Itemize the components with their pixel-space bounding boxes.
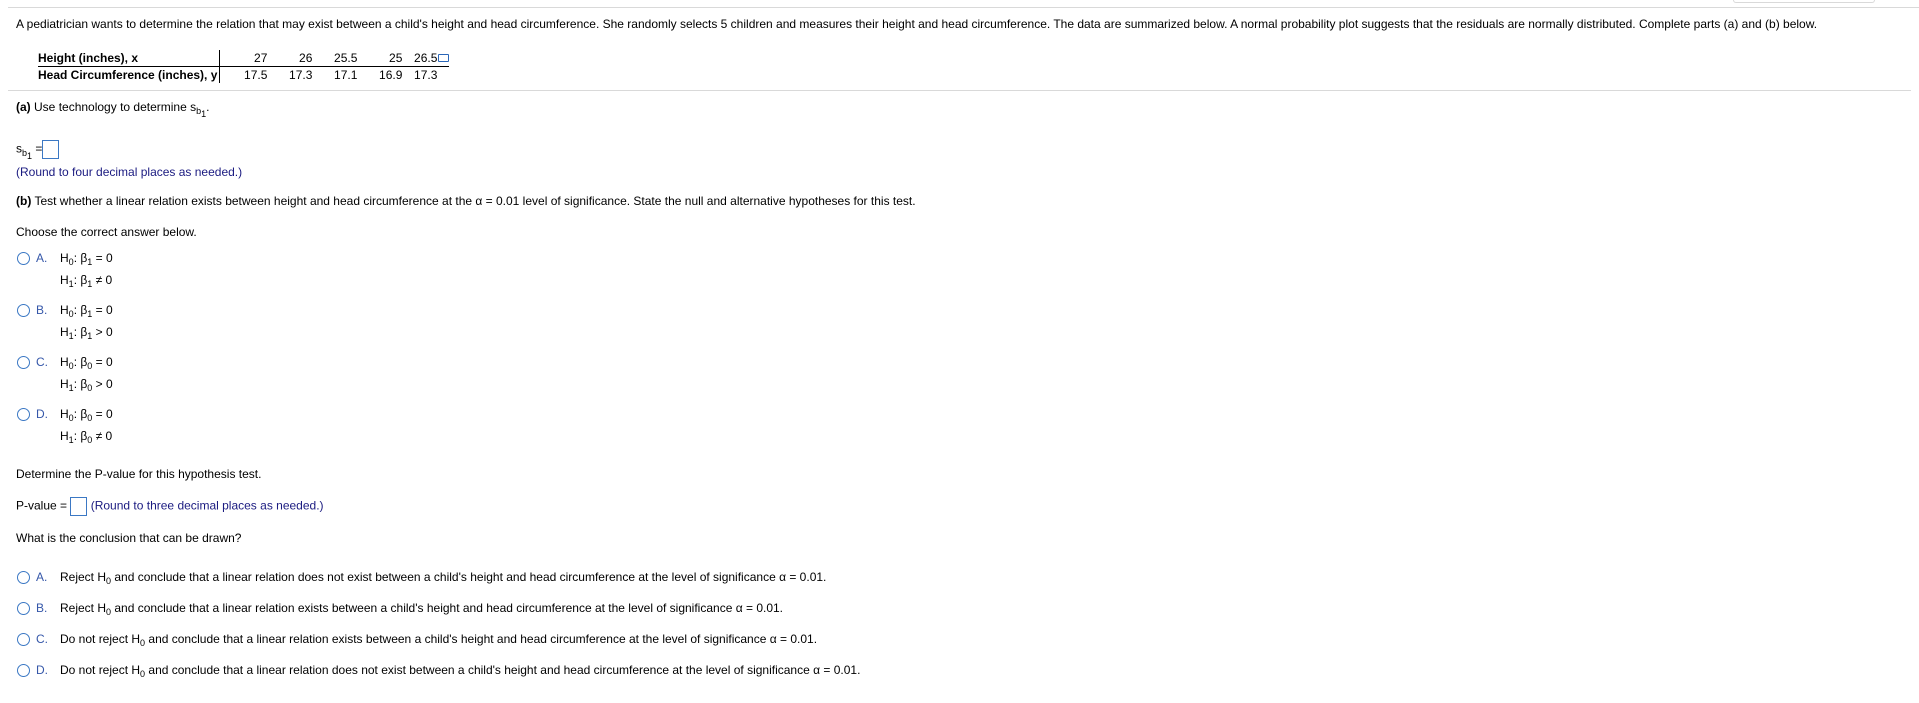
relation: ≠ 0 <box>95 429 113 443</box>
sub-1: 1 <box>27 150 33 161</box>
radio-button[interactable] <box>17 633 30 646</box>
sub-0: 0 <box>106 576 112 586</box>
copy-data-icon[interactable] <box>438 54 449 62</box>
conclusion-pre: Do not reject H <box>60 632 141 646</box>
table-row-header-x: Height (inches), x <box>38 50 220 67</box>
radio-button[interactable] <box>17 304 30 317</box>
relation: = 0 <box>95 251 113 265</box>
null-hypothesis: $H_0$: $\beta_1 = 0$ <box>60 251 113 267</box>
conclusion-text <box>60 663 860 677</box>
table-cell <box>402 50 449 67</box>
top-divider <box>8 7 1919 8</box>
pvalue-prompt: Determine the P-value for this hypothesis test. <box>16 467 262 481</box>
alt-hypothesis: $H_1$: $\beta_0 \ne 0$ <box>60 429 113 445</box>
relation: > 0 <box>95 325 113 339</box>
beta-sub: 0 <box>87 361 93 371</box>
table-cell: 17.1 <box>334 68 358 82</box>
sub-0: 0 <box>140 669 146 679</box>
radio-button[interactable] <box>17 571 30 584</box>
conclusion-text <box>60 632 817 646</box>
conclusion-text <box>60 601 783 615</box>
beta-sub: 0 <box>87 413 93 423</box>
conclusion-post: and conclude that a linear relation exists between a child's height and head circumference at the level of significance α = 0.01. <box>111 601 784 615</box>
option-letter: D. <box>36 663 48 677</box>
beta-sub: 1 <box>87 331 93 341</box>
top-tab-edge <box>1733 0 1875 3</box>
option-letter: B. <box>36 303 48 317</box>
data-table <box>38 50 449 83</box>
beta: β <box>80 355 88 369</box>
radio-button[interactable] <box>17 602 30 615</box>
part-a-label: (a) <box>16 100 31 114</box>
part-b-question <box>16 194 916 208</box>
part-a-text: Use technology to determine s <box>34 100 197 114</box>
table-cell-value: 26.5 <box>414 51 438 65</box>
option-letter: A. <box>36 570 48 584</box>
beta: β <box>80 251 88 265</box>
beta: β <box>80 325 88 339</box>
relation: = 0 <box>95 355 113 369</box>
table-cell <box>402 67 449 84</box>
alt-hypothesis: $H_1$: $\beta_0 > 0$ <box>60 377 113 393</box>
beta: β <box>80 273 88 287</box>
beta-sub: 1 <box>87 309 93 319</box>
option-letter: C. <box>36 355 48 369</box>
null-hypothesis: $H_0$: $\beta_0 = 0$ <box>60 407 113 423</box>
sub-0: 0 <box>140 638 146 648</box>
alt-hypothesis: $H_1$: $\beta_1 > 0$ <box>60 325 113 341</box>
radio-button[interactable] <box>17 252 30 265</box>
sub-b: b <box>196 106 202 116</box>
beta: β <box>80 377 88 391</box>
conclusion-post: and conclude that a linear relation does not exist between a child's height and head circumference at the level of significance α = 0.01. <box>111 570 827 584</box>
table-row <box>38 67 449 84</box>
part-a-question <box>16 100 210 119</box>
sub-0: 0 <box>106 607 112 617</box>
null-hypothesis: $H_0$: $\beta_1 = 0$ <box>60 303 113 319</box>
choose-prompt: Choose the correct answer below. <box>16 225 197 239</box>
conclusion-post: and conclude that a linear relation exists between a child's height and head circumference at the level of significance α = 0.01. <box>145 632 818 646</box>
table-cell: 25 <box>357 50 402 67</box>
pvalue-rounding-hint: (Round to three decimal places as needed.) <box>90 498 324 513</box>
table-cell-value: 17.3 <box>414 68 438 82</box>
alt-hypothesis: $H_1$: $\beta_1 \ne 0$ <box>60 273 113 289</box>
relation: ≠ 0 <box>95 273 113 287</box>
radio-button[interactable] <box>17 356 30 369</box>
equals-sign: = <box>35 141 43 156</box>
option-letter: D. <box>36 407 48 421</box>
beta: β <box>80 407 88 421</box>
table-cell: 16.9 <box>379 68 403 82</box>
pvalue-answer-input[interactable] <box>70 497 87 516</box>
table-cell: 27 <box>220 50 268 67</box>
relation: = 0 <box>95 407 113 421</box>
sb1-label: s <box>16 141 22 156</box>
radio-button[interactable] <box>17 408 30 421</box>
conclusion-pre: Do not reject H <box>60 663 141 677</box>
sub-1: 1 <box>201 109 207 119</box>
beta-sub: 1 <box>87 257 93 267</box>
table-row-header-y: Head Circumference (inches), y <box>38 68 218 82</box>
beta-sub: 0 <box>87 383 93 393</box>
conclusion-pre: Reject H <box>60 570 107 584</box>
table-cell: 17.3 <box>289 68 313 82</box>
relation: = 0 <box>95 303 113 317</box>
beta-sub: 0 <box>87 435 93 445</box>
option-letter: A. <box>36 251 48 265</box>
pvalue-label: P-value = <box>16 498 68 513</box>
sub-b: b <box>22 147 28 158</box>
conclusion-prompt: What is the conclusion that can be drawn? <box>16 531 242 545</box>
part-b-label: (b) <box>16 194 32 208</box>
section-divider <box>8 90 1911 91</box>
conclusion-pre: Reject H <box>60 601 107 615</box>
part-b-text: Test whether a linear relation exists between height and head circumference at the α = 0.01 level of significance. State the null and alternative hypotheses for this test. <box>34 194 916 208</box>
conclusion-post: and conclude that a linear relation does not exist between a child's height and head circumference at the level of significance α = 0.01. <box>145 663 861 677</box>
part-a-answer-row <box>16 140 59 159</box>
beta-sub: 1 <box>87 279 93 289</box>
table-cell: 25.5 <box>312 50 357 67</box>
radio-button[interactable] <box>17 664 30 677</box>
option-letter: B. <box>36 601 48 615</box>
relation: > 0 <box>95 377 113 391</box>
beta: β <box>80 303 88 317</box>
problem-statement: A pediatrician wants to determine the relation that may exist between a child's height and head circumference. She randomly selects 5 children and measures their height and head circumference. The data are summarized below. A normal probability plot suggests that the residuals are normally distributed. Complete parts (a) and (b) below. <box>16 17 1818 31</box>
part-a-rounding-hint: (Round to four decimal places as needed.) <box>16 165 243 179</box>
option-letter: C. <box>36 632 48 646</box>
null-hypothesis: $H_0$: $\beta_0 = 0$ <box>60 355 113 371</box>
table-row <box>38 50 449 67</box>
beta: β <box>80 429 88 443</box>
table-cell: 17.5 <box>220 67 268 84</box>
table-cell: 26 <box>267 50 312 67</box>
conclusion-text <box>60 570 826 584</box>
sb1-answer-input[interactable] <box>42 140 59 159</box>
pvalue-row <box>16 497 324 516</box>
period: . <box>206 100 210 114</box>
